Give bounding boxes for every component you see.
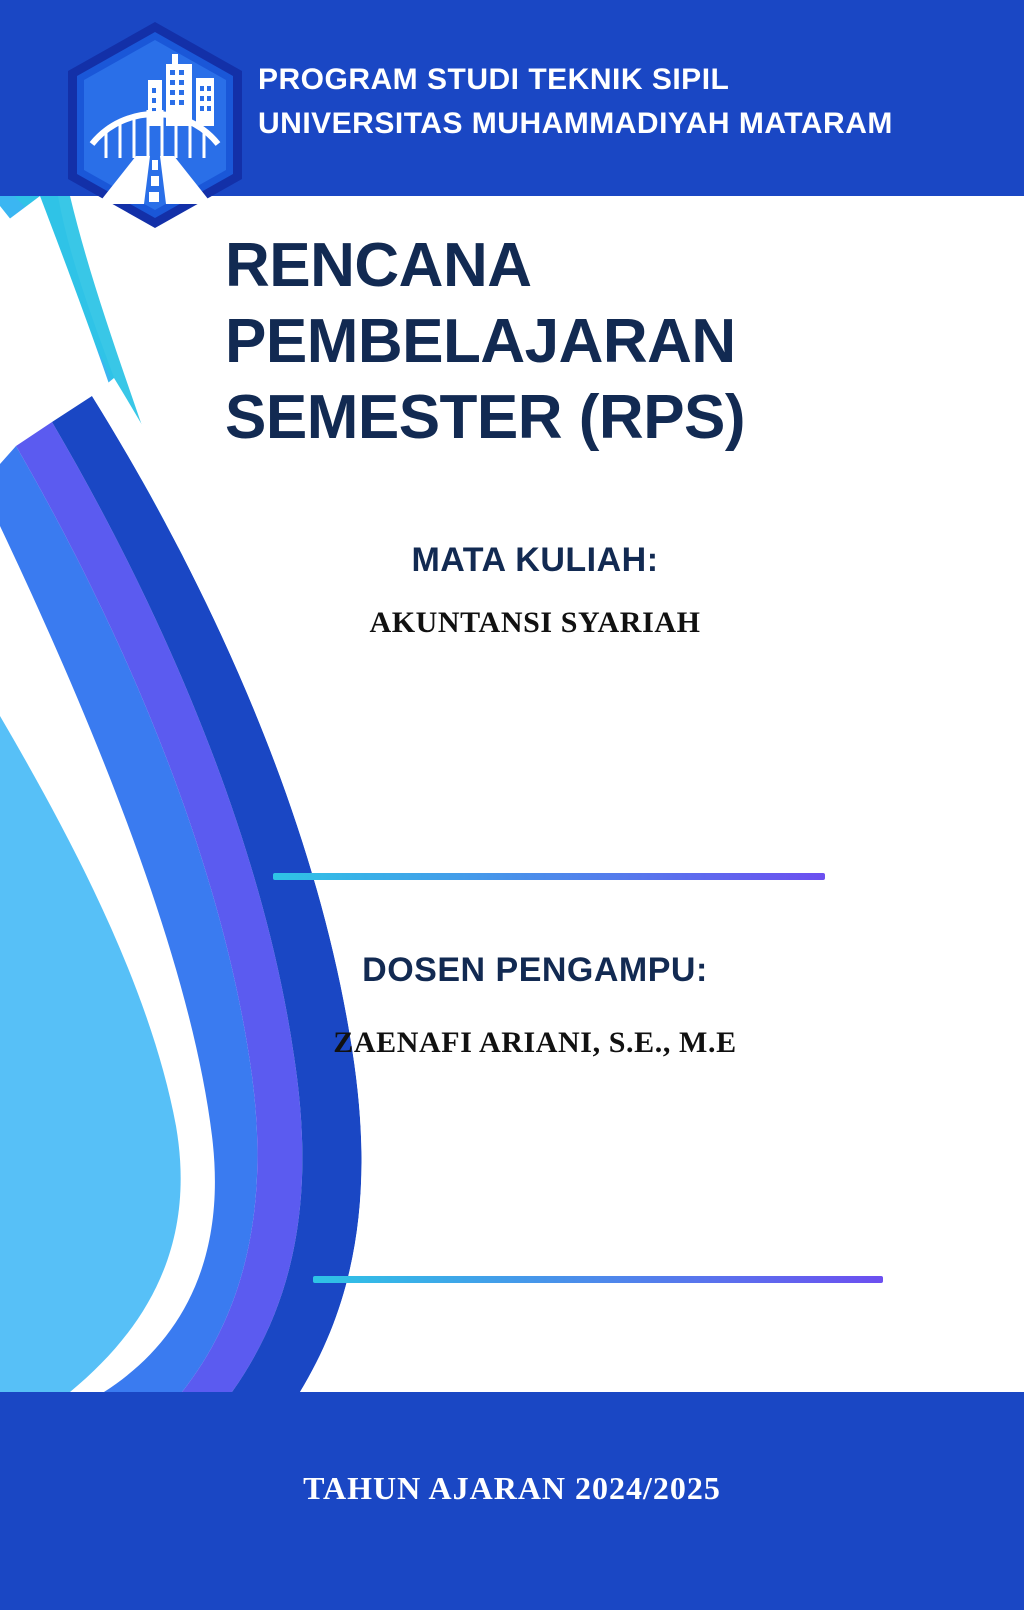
divider-top <box>273 873 825 880</box>
academic-year: TAHUN AJARAN 2024/2025 <box>303 1470 721 1506</box>
divider-bottom <box>313 1276 883 1283</box>
lecturer-value: ZAENAFI ARIANI, S.E., M.E <box>333 1026 737 1059</box>
title-line-3: SEMESTER (RPS) <box>225 383 746 452</box>
building-bridge-logo-icon <box>62 18 248 232</box>
page-body <box>0 196 1024 1392</box>
program-name: PROGRAM STUDI TEKNIK SIPIL <box>258 63 730 96</box>
subject-value: AKUNTANSI SYARIAH <box>369 606 701 639</box>
subject-label: MATA KULIAH: <box>411 541 659 579</box>
institution-heading <box>258 58 893 146</box>
title-line-1: RENCANA <box>225 231 532 300</box>
lecturer-label: DOSEN PENGAMPU: <box>362 951 708 989</box>
university-name: UNIVERSITAS MUHAMMADIYAH MATARAM <box>258 107 893 140</box>
title-line-2: PEMBELAJARAN <box>225 307 736 376</box>
page-title <box>225 228 845 456</box>
cover-content <box>225 196 1015 1392</box>
